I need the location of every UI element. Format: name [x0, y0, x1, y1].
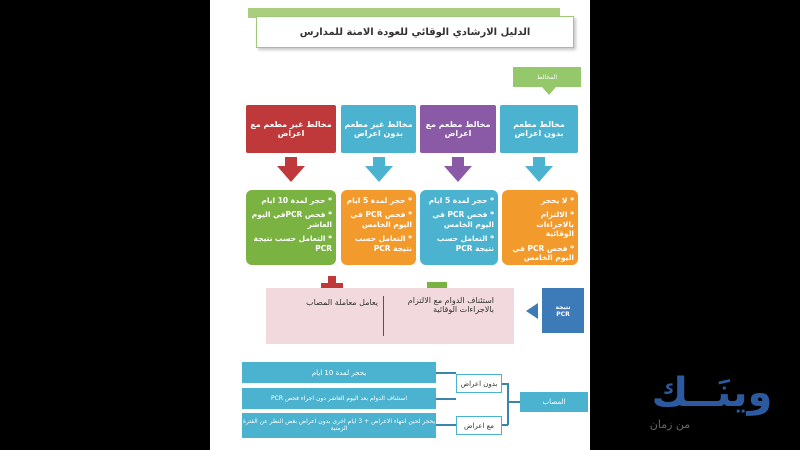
arrow-1-head: [525, 166, 553, 182]
contact-arrow: [542, 87, 556, 95]
diagram-title: الدليل الارشادي الوقائي للعودة الامنة للمدارس: [256, 16, 574, 48]
pcr-result-line2: PCR: [556, 310, 570, 318]
guidance-3-line-2: * فحص PCR في اليوم الخامس: [350, 210, 412, 229]
guidance-1-line-2: * الالتزام بالاجراءات الوقائية: [536, 210, 574, 239]
resume-after-day-10: استئناف الدوام بعد اليوم العاشر دون اجراء فحص PCR: [242, 388, 436, 409]
guidance-4-line-1: * حجر لمدة 10 ايام: [261, 196, 332, 205]
pcr-arrow: [526, 303, 538, 319]
connector-row3: [436, 424, 456, 426]
category-unvaccinated-with-symptoms: مخالط غير مطعم مع اعراض: [246, 105, 336, 153]
guidance-box-3: [341, 190, 416, 265]
guidance-4-line-2: * فحص PCRفي اليوم العاشر: [251, 210, 332, 229]
site-logo: وينَــك: [651, 370, 773, 416]
arrow-1-stem: [533, 157, 545, 166]
guidance-3-line-1: * حجر لمدة 5 ايام: [346, 196, 412, 205]
arrow-2-head: [444, 166, 472, 182]
connector-vertical: [507, 383, 509, 425]
connector-row1: [436, 372, 456, 374]
document-page: [210, 0, 590, 450]
pcr-result-box: [266, 288, 514, 344]
arrow-3-stem: [373, 157, 385, 166]
pcr-result-line1: نتيجة: [555, 303, 571, 311]
site-logo-subtitle: من زمان: [649, 418, 691, 431]
guidance-1-line-3: * فحص PCR في اليوم الخامس: [512, 243, 574, 262]
quarantine-10-days: يحجر لمدة 10 ايام: [242, 362, 436, 383]
guidance-3-line-3: * التعامل حسب نتيجة PCR: [355, 234, 412, 253]
pcr-result-label: [542, 288, 584, 333]
arrow-3-head: [365, 166, 393, 182]
connector-row2: [436, 398, 456, 400]
arrow-4-stem: [285, 157, 297, 166]
guidance-2-line-3: * التعامل حسب نتيجة PCR: [437, 234, 494, 253]
category-unvaccinated-no-symptoms: مخالط غير مطعم بدون اعراض: [341, 105, 416, 153]
guidance-4-line-3: * التعامل حسب نتيجة PCR: [253, 234, 332, 253]
guidance-box-2: [420, 190, 498, 265]
arrow-2-stem: [452, 157, 464, 166]
guidance-box-4: [246, 190, 336, 265]
pink-divider: [383, 296, 384, 336]
with-symptoms-box: مع اعراض: [456, 416, 502, 435]
category-vaccinated-with-symptoms: مخالط مطعم مع اعراض: [420, 105, 496, 153]
guidance-1-line-1: * لا يحجر: [540, 196, 574, 205]
category-vaccinated-no-symptoms: مخالط مطعم بدون اعراض: [500, 105, 578, 153]
contact-label: المخالط: [513, 67, 581, 87]
guidance-2-line-2: * فحص PCR في اليوم الخامس: [432, 210, 494, 229]
treat-as-infected-text: يعامل معاملة المصاب: [306, 298, 378, 307]
guidance-box-1: [502, 190, 578, 265]
resume-attendance-text: استئناف الدوام مع الالتزام بالاجراءات الوقائية: [407, 296, 494, 315]
quarantine-until-symptoms-end: يحجر لحين انتهاء الاعراض + 3 ايام اخرى بدون اعراض بغض النظر عن الفترة الزمنية: [242, 413, 436, 438]
infected-box: المصاب: [520, 392, 588, 412]
no-symptoms-box: بدون اعراض: [456, 374, 502, 393]
arrow-4-head: [277, 166, 305, 182]
guidance-2-line-1: * حجر لمدة 5 ايام: [428, 196, 494, 205]
